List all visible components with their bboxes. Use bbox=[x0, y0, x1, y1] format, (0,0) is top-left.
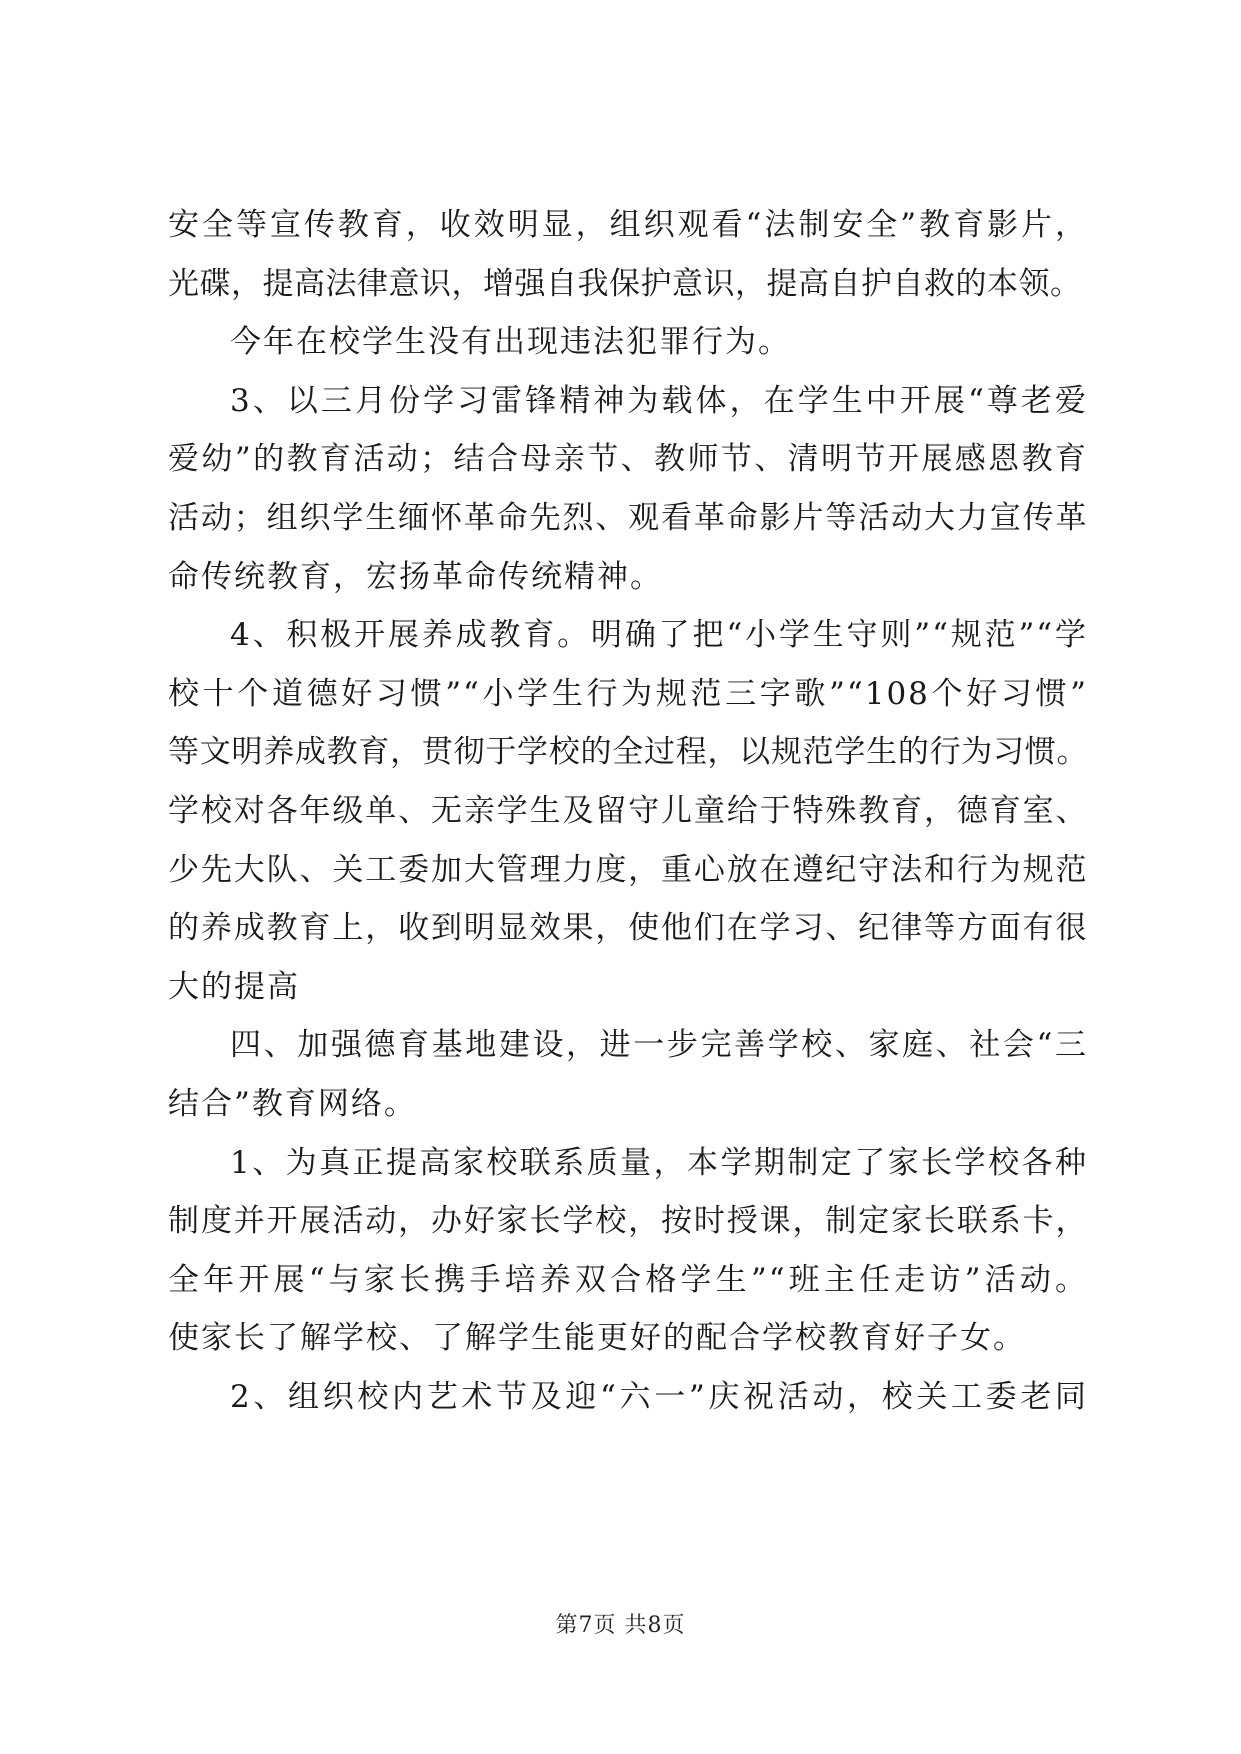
body-text bbox=[168, 196, 1088, 1426]
text-line: 爱幼”的教育活动；结合母亲节、教师节、清明节开展感恩教育 bbox=[168, 441, 1088, 478]
text-line: 命传统教育，宏扬革命传统精神。 bbox=[168, 558, 663, 595]
text-line: 3、以三月份学习雷锋精神为载体，在学生中开展“尊老爱 bbox=[230, 382, 1088, 419]
text-line: 光碟，提高法律意识，增强自我保护意识，提高自护自救的本领。 bbox=[168, 265, 1082, 302]
text-line: 的养成教育上，收到明显效果，使他们在学习、纪律等方面有很 bbox=[168, 910, 1088, 947]
text-line: 制度并开展活动，办好家长学校，按时授课，制定家长联系卡， bbox=[168, 1203, 1088, 1240]
page-number-footer: 第7页 共8页 bbox=[555, 1613, 686, 1638]
text-line: 少先大队、关工委加大管理力度，重心放在遵纪守法和行为规范 bbox=[168, 851, 1088, 888]
text-line: 4、积极开展养成教育。明确了把“小学生守则”“规范”“学 bbox=[230, 617, 1088, 654]
text-line: 等文明养成教育，贯彻于学校的全过程，以规范学生的行为习惯。 bbox=[168, 734, 1088, 771]
text-line: 校十个道德好习惯”“小学生行为规范三字歌”“108个好习惯” bbox=[168, 675, 1088, 712]
text-line: 大的提高 bbox=[168, 968, 300, 1005]
text-line: 今年在校学生没有出现违法犯罪行为。 bbox=[230, 324, 791, 361]
text-line: 结合”教育网络。 bbox=[168, 1085, 417, 1122]
text-line: 活动；组织学生缅怀革命先烈、观看革命影片等活动大力宣传革 bbox=[168, 499, 1088, 536]
text-line: 安全等宣传教育，收效明显，组织观看“法制安全”教育影片， bbox=[168, 207, 1088, 243]
text-line: 2、组织校内艺术节及迎“六一”庆祝活动，校关工委老同 bbox=[230, 1378, 1088, 1415]
text-line: 全年开展“与家长携手培养双合格学生”“班主任走访”活动。 bbox=[168, 1261, 1088, 1298]
text-line: 四、加强德育基地建设，进一步完善学校、家庭、社会“三 bbox=[230, 1027, 1088, 1064]
text-line: 1、为真正提高家校联系质量，本学期制定了家长学校各种 bbox=[230, 1144, 1088, 1181]
text-line: 学校对各年级单、无亲学生及留守儿童给于特殊教育，德育室、 bbox=[168, 792, 1088, 829]
text-line: 使家长了解学校、了解学生能更好的配合学校教育好子女。 bbox=[168, 1320, 1026, 1357]
